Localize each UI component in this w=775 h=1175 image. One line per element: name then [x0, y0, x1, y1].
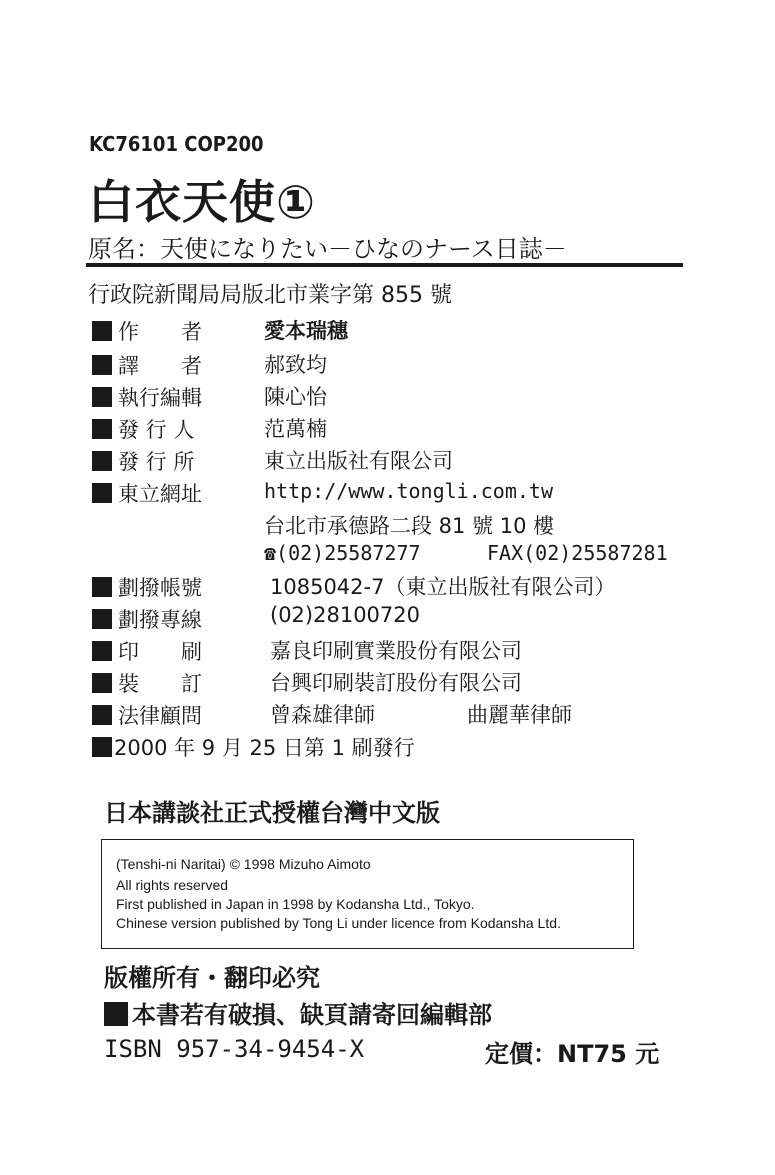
copyright-line: (Tenshi-ni Naritai) © 1998 Mizuho Aimoto [116, 856, 371, 872]
original-title: 原名：天使になりたい－ひなのナース日誌－ [88, 235, 567, 263]
square-bullet-icon [104, 1002, 128, 1026]
fax-number: FAX(02)25587281 [487, 541, 668, 565]
credit-label: 法律顧問 [92, 700, 202, 730]
credit-label: 譯 者 [92, 350, 202, 380]
square-bullet-icon [92, 641, 112, 661]
website-url: http://www.tongli.com.tw [264, 479, 553, 503]
square-bullet-icon [92, 577, 112, 597]
credit-label: 裝 訂 [92, 668, 202, 698]
square-bullet-icon [92, 609, 112, 629]
product-code: KC76101 COP200 [89, 132, 264, 156]
credit-label: 發 行 所 [92, 446, 194, 476]
square-bullet-icon [92, 673, 112, 693]
author-name: 愛本瑞穗 [264, 319, 348, 343]
square-bullet-icon [92, 321, 112, 341]
rights-notice: 版權所有・翻印必究 [104, 964, 320, 992]
first-print-date: 2000 年 9 月 25 日第 1 刷發行 [92, 732, 415, 762]
address: 台北市承德路二段 81 號 10 樓 [264, 514, 555, 538]
license-number: 行政院新聞局局版北市業字第 855 號 [88, 283, 452, 308]
publisher-person: 范萬楠 [264, 417, 327, 441]
copyright-line: First published in Japan in 1998 by Kodansha Ltd., Tokyo. [116, 896, 475, 912]
postal-phone: (02)28100720 [270, 603, 420, 627]
square-bullet-icon [92, 355, 112, 375]
square-bullet-icon [92, 737, 112, 757]
square-bullet-icon [92, 451, 112, 471]
authorization-notice: 日本講談社正式授權台灣中文版 [104, 799, 440, 827]
credit-label: 作 者 [92, 316, 202, 346]
legal-advisor: 曲麗華律師 [467, 703, 572, 727]
copyright-box [101, 839, 634, 949]
book-title: 白衣天使① [88, 175, 316, 229]
postal-account: 1085042-7（東立出版社有限公司） [270, 575, 616, 599]
damage-notice: 本書若有破損、缺頁請寄回編輯部 [104, 995, 492, 1030]
editor-name: 陳心怡 [264, 385, 327, 409]
square-bullet-icon [92, 483, 112, 503]
copyright-line: All rights reserved [116, 877, 229, 893]
square-bullet-icon [92, 705, 112, 725]
credit-label: 東立網址 [92, 478, 202, 508]
square-bullet-icon [92, 419, 112, 439]
legal-advisor: 曾森雄律師 [270, 703, 375, 727]
translator-name: 郝致均 [264, 353, 327, 377]
credit-label: 發 行 人 [92, 414, 194, 444]
printer-company: 嘉良印刷實業股份有限公司 [270, 639, 522, 663]
phone-number: ☎(02)25587277 [264, 541, 421, 565]
copyright-line: Chinese version published by Tong Li under licence from Kodansha Ltd. [116, 915, 561, 931]
credit-label: 執行編輯 [92, 382, 202, 412]
square-bullet-icon [92, 387, 112, 407]
title-divider [86, 263, 683, 267]
publisher-company: 東立出版社有限公司 [264, 449, 453, 473]
credit-label: 劃撥專線 [92, 604, 202, 634]
isbn: ISBN 957-34-9454-X [104, 1035, 365, 1063]
binder-company: 台興印刷裝訂股份有限公司 [270, 671, 522, 695]
credit-label: 印 刷 [92, 636, 202, 666]
price: 定價：NT75 元 [485, 1040, 660, 1068]
credit-label: 劃撥帳號 [92, 572, 202, 602]
